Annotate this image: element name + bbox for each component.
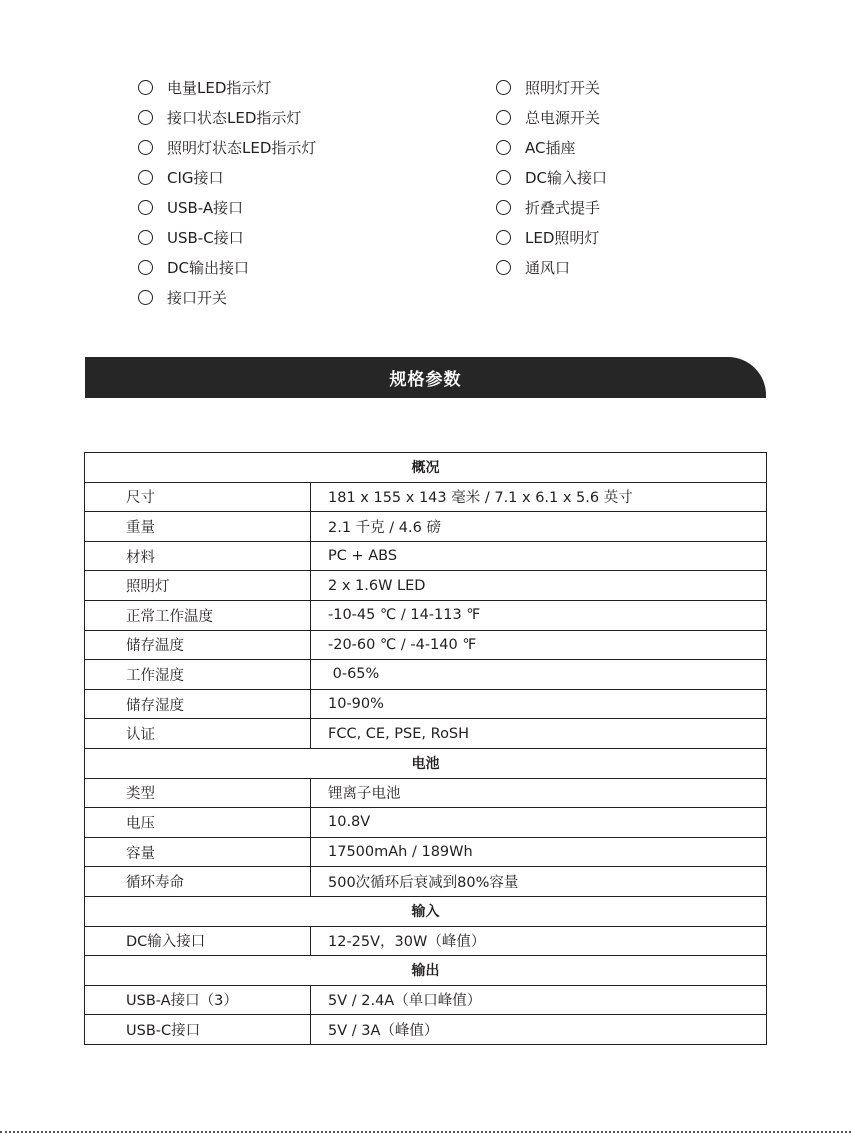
spec-key: DC输入接口 — [85, 926, 311, 956]
spec-value: 2 x 1.6W LED — [311, 571, 767, 601]
legend-label: 折叠式提手 — [525, 198, 601, 217]
spec-key: 循环寿命 — [85, 867, 311, 897]
legend-label: 照明灯状态LED指示灯 — [167, 138, 317, 157]
spec-value: FCC, CE, PSE, RoSH — [311, 719, 767, 749]
legend-item — [496, 192, 607, 222]
legend-label: DC输入接口 — [525, 168, 608, 187]
spec-key: 认证 — [85, 719, 311, 749]
section-banner — [85, 357, 766, 398]
table-row — [85, 541, 767, 571]
legend-item — [138, 192, 316, 222]
callout-circle-icon — [496, 200, 511, 215]
legend-label: 照明灯开关 — [525, 78, 601, 97]
callout-circle-icon — [496, 260, 511, 275]
legend-label: AC插座 — [525, 138, 576, 157]
spec-key: USB-C接口 — [85, 1015, 311, 1045]
legend-label: LED照明灯 — [525, 228, 600, 247]
legend-label: 总电源开关 — [525, 108, 601, 127]
table-row — [85, 689, 767, 719]
callout-circle-icon — [496, 170, 511, 185]
section-row — [85, 748, 767, 778]
spec-key: 电压 — [85, 808, 311, 838]
legend-item — [496, 72, 607, 102]
callout-circle-icon — [138, 110, 153, 125]
callout-circle-icon — [138, 170, 153, 185]
table-row — [85, 571, 767, 601]
spec-key: 材料 — [85, 541, 311, 571]
legend-item — [138, 222, 316, 252]
spec-key: 类型 — [85, 778, 311, 808]
legend-label: 接口开关 — [167, 288, 228, 307]
spec-value: 5V / 3A（峰值） — [311, 1015, 767, 1045]
callout-circle-icon — [496, 140, 511, 155]
table-row — [85, 719, 767, 749]
spec-value: 17500mAh / 189Wh — [311, 837, 767, 867]
table-row — [85, 1015, 767, 1045]
spec-value: 500次循环后衰减到80%容量 — [311, 867, 767, 897]
table-row — [85, 926, 767, 956]
section-header-battery: 电池 — [85, 748, 767, 778]
callout-circle-icon — [496, 230, 511, 245]
table-row — [85, 630, 767, 660]
legend-right-column — [496, 72, 607, 282]
legend-item — [496, 132, 607, 162]
section-header-input: 输入 — [85, 896, 767, 926]
callout-circle-icon — [496, 110, 511, 125]
section-row — [85, 896, 767, 926]
table-row — [85, 778, 767, 808]
legend-item — [138, 282, 316, 312]
legend-item — [138, 162, 316, 192]
spec-table — [84, 452, 767, 1045]
spec-key: 正常工作温度 — [85, 600, 311, 630]
legend-label: DC输出接口 — [167, 258, 250, 277]
legend-item — [496, 102, 607, 132]
table-row — [85, 600, 767, 630]
spec-key: 容量 — [85, 837, 311, 867]
spec-value: 2.1 千克 / 4.6 磅 — [311, 512, 767, 542]
spec-key: 尺寸 — [85, 482, 311, 512]
spec-key: 重量 — [85, 512, 311, 542]
callout-circle-icon — [138, 140, 153, 155]
spec-value: 10.8V — [311, 808, 767, 838]
legend-item — [138, 252, 316, 282]
section-title: 规格参数 — [389, 370, 462, 390]
legend-label: USB-C接口 — [167, 228, 244, 247]
legend-label: 接口状态LED指示灯 — [167, 108, 302, 127]
spec-value: PC + ABS — [311, 541, 767, 571]
section-header-overview: 概况 — [85, 453, 767, 483]
table-row — [85, 837, 767, 867]
callout-circle-icon — [138, 200, 153, 215]
callout-circle-icon — [138, 290, 153, 305]
spec-key: 储存温度 — [85, 630, 311, 660]
legend-label: 通风口 — [525, 258, 571, 277]
table-row — [85, 867, 767, 897]
spec-key: 工作湿度 — [85, 660, 311, 690]
spec-key: USB-A接口（3） — [85, 985, 311, 1015]
spec-key: 照明灯 — [85, 571, 311, 601]
legend-item — [138, 102, 316, 132]
page-edge-dotted-line — [0, 1131, 851, 1133]
section-header-output: 输出 — [85, 956, 767, 986]
legend-label: USB-A接口 — [167, 198, 244, 217]
table-row — [85, 985, 767, 1015]
callout-circle-icon — [138, 80, 153, 95]
legend-item — [138, 72, 316, 102]
spec-value: 181 x 155 x 143 毫米 / 7.1 x 6.1 x 5.6 英寸 — [311, 482, 767, 512]
legend-label: CIG接口 — [167, 168, 224, 187]
spec-value: 10-90% — [311, 689, 767, 719]
spec-value: -20-60 ℃ / -4-140 ℉ — [311, 630, 767, 660]
spec-value: 0-65% — [311, 660, 767, 690]
callout-circle-icon — [496, 80, 511, 95]
table-row — [85, 512, 767, 542]
spec-value: 5V / 2.4A（单口峰值） — [311, 985, 767, 1015]
legend-left-column — [138, 72, 316, 312]
table-row — [85, 808, 767, 838]
callout-circle-icon — [138, 260, 153, 275]
table-row — [85, 482, 767, 512]
spec-value: 锂离子电池 — [311, 778, 767, 808]
spec-value: 12-25V，30W（峰值） — [311, 926, 767, 956]
table-row — [85, 660, 767, 690]
legend-item — [496, 222, 607, 252]
legend-label: 电量LED指示灯 — [167, 78, 272, 97]
spec-value: -10-45 ℃ / 14-113 ℉ — [311, 600, 767, 630]
section-row — [85, 453, 767, 483]
legend-item — [496, 252, 607, 282]
legend-item — [138, 132, 316, 162]
spec-key: 储存湿度 — [85, 689, 311, 719]
legend-item — [496, 162, 607, 192]
section-row — [85, 956, 767, 986]
callout-circle-icon — [138, 230, 153, 245]
